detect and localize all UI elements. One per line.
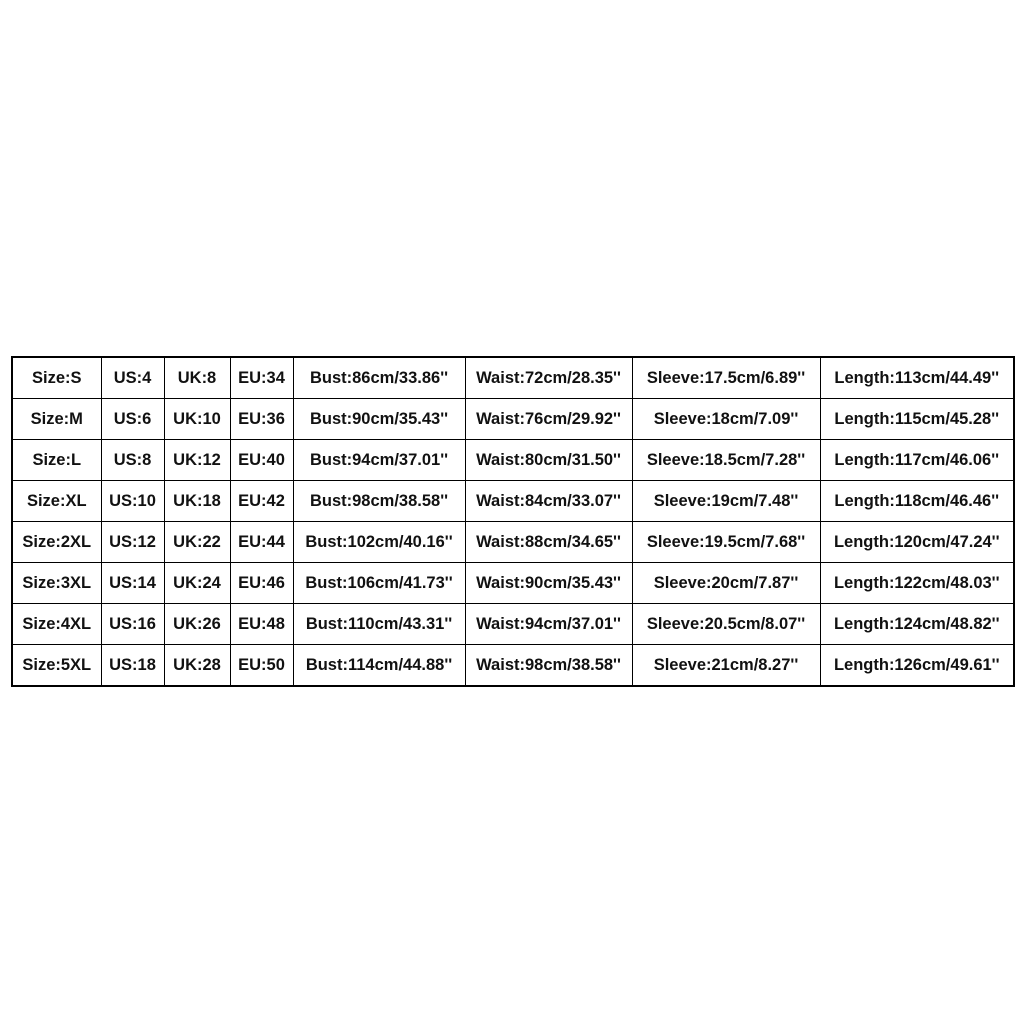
- eu-size-cell: EU:42: [230, 481, 293, 522]
- bust-cell: Bust:102cm/40.16'': [293, 522, 465, 563]
- size-cell: Size:5XL: [12, 645, 101, 687]
- length-cell: Length:113cm/44.49'': [820, 357, 1014, 399]
- waist-cell: Waist:76cm/29.92'': [465, 399, 632, 440]
- eu-size-cell: EU:36: [230, 399, 293, 440]
- us-size-cell: US:14: [101, 563, 164, 604]
- size-cell: Size:4XL: [12, 604, 101, 645]
- waist-cell: Waist:72cm/28.35'': [465, 357, 632, 399]
- sleeve-cell: Sleeve:19.5cm/7.68'': [632, 522, 820, 563]
- uk-size-cell: UK:28: [164, 645, 230, 687]
- bust-cell: Bust:90cm/35.43'': [293, 399, 465, 440]
- eu-size-cell: EU:40: [230, 440, 293, 481]
- length-cell: Length:122cm/48.03'': [820, 563, 1014, 604]
- length-cell: Length:117cm/46.06'': [820, 440, 1014, 481]
- size-chart-table: [11, 356, 1015, 687]
- us-size-cell: US:12: [101, 522, 164, 563]
- table-row: [12, 522, 1014, 563]
- sleeve-cell: Sleeve:18.5cm/7.28'': [632, 440, 820, 481]
- waist-cell: Waist:80cm/31.50'': [465, 440, 632, 481]
- uk-size-cell: UK:18: [164, 481, 230, 522]
- us-size-cell: US:10: [101, 481, 164, 522]
- length-cell: Length:124cm/48.82'': [820, 604, 1014, 645]
- sleeve-cell: Sleeve:21cm/8.27'': [632, 645, 820, 687]
- eu-size-cell: EU:44: [230, 522, 293, 563]
- uk-size-cell: UK:8: [164, 357, 230, 399]
- bust-cell: Bust:86cm/33.86'': [293, 357, 465, 399]
- bust-cell: Bust:98cm/38.58'': [293, 481, 465, 522]
- eu-size-cell: EU:34: [230, 357, 293, 399]
- us-size-cell: US:8: [101, 440, 164, 481]
- uk-size-cell: UK:24: [164, 563, 230, 604]
- us-size-cell: US:4: [101, 357, 164, 399]
- length-cell: Length:126cm/49.61'': [820, 645, 1014, 687]
- waist-cell: Waist:98cm/38.58'': [465, 645, 632, 687]
- table-row: [12, 604, 1014, 645]
- uk-size-cell: UK:26: [164, 604, 230, 645]
- length-cell: Length:118cm/46.46'': [820, 481, 1014, 522]
- uk-size-cell: UK:22: [164, 522, 230, 563]
- table-row: [12, 440, 1014, 481]
- size-cell: Size:S: [12, 357, 101, 399]
- size-cell: Size:L: [12, 440, 101, 481]
- us-size-cell: US:18: [101, 645, 164, 687]
- table-row: [12, 563, 1014, 604]
- sleeve-cell: Sleeve:17.5cm/6.89'': [632, 357, 820, 399]
- sleeve-cell: Sleeve:18cm/7.09'': [632, 399, 820, 440]
- waist-cell: Waist:94cm/37.01'': [465, 604, 632, 645]
- size-cell: Size:3XL: [12, 563, 101, 604]
- bust-cell: Bust:114cm/44.88'': [293, 645, 465, 687]
- uk-size-cell: UK:10: [164, 399, 230, 440]
- eu-size-cell: EU:48: [230, 604, 293, 645]
- bust-cell: Bust:106cm/41.73'': [293, 563, 465, 604]
- us-size-cell: US:16: [101, 604, 164, 645]
- table-row: [12, 399, 1014, 440]
- waist-cell: Waist:88cm/34.65'': [465, 522, 632, 563]
- table-row: [12, 481, 1014, 522]
- uk-size-cell: UK:12: [164, 440, 230, 481]
- us-size-cell: US:6: [101, 399, 164, 440]
- sleeve-cell: Sleeve:19cm/7.48'': [632, 481, 820, 522]
- size-cell: Size:2XL: [12, 522, 101, 563]
- waist-cell: Waist:90cm/35.43'': [465, 563, 632, 604]
- eu-size-cell: EU:46: [230, 563, 293, 604]
- length-cell: Length:115cm/45.28'': [820, 399, 1014, 440]
- size-cell: Size:M: [12, 399, 101, 440]
- length-cell: Length:120cm/47.24'': [820, 522, 1014, 563]
- eu-size-cell: EU:50: [230, 645, 293, 687]
- size-cell: Size:XL: [12, 481, 101, 522]
- bust-cell: Bust:94cm/37.01'': [293, 440, 465, 481]
- sleeve-cell: Sleeve:20cm/7.87'': [632, 563, 820, 604]
- table-row: [12, 357, 1014, 399]
- waist-cell: Waist:84cm/33.07'': [465, 481, 632, 522]
- bust-cell: Bust:110cm/43.31'': [293, 604, 465, 645]
- table-row: [12, 645, 1014, 687]
- sleeve-cell: Sleeve:20.5cm/8.07'': [632, 604, 820, 645]
